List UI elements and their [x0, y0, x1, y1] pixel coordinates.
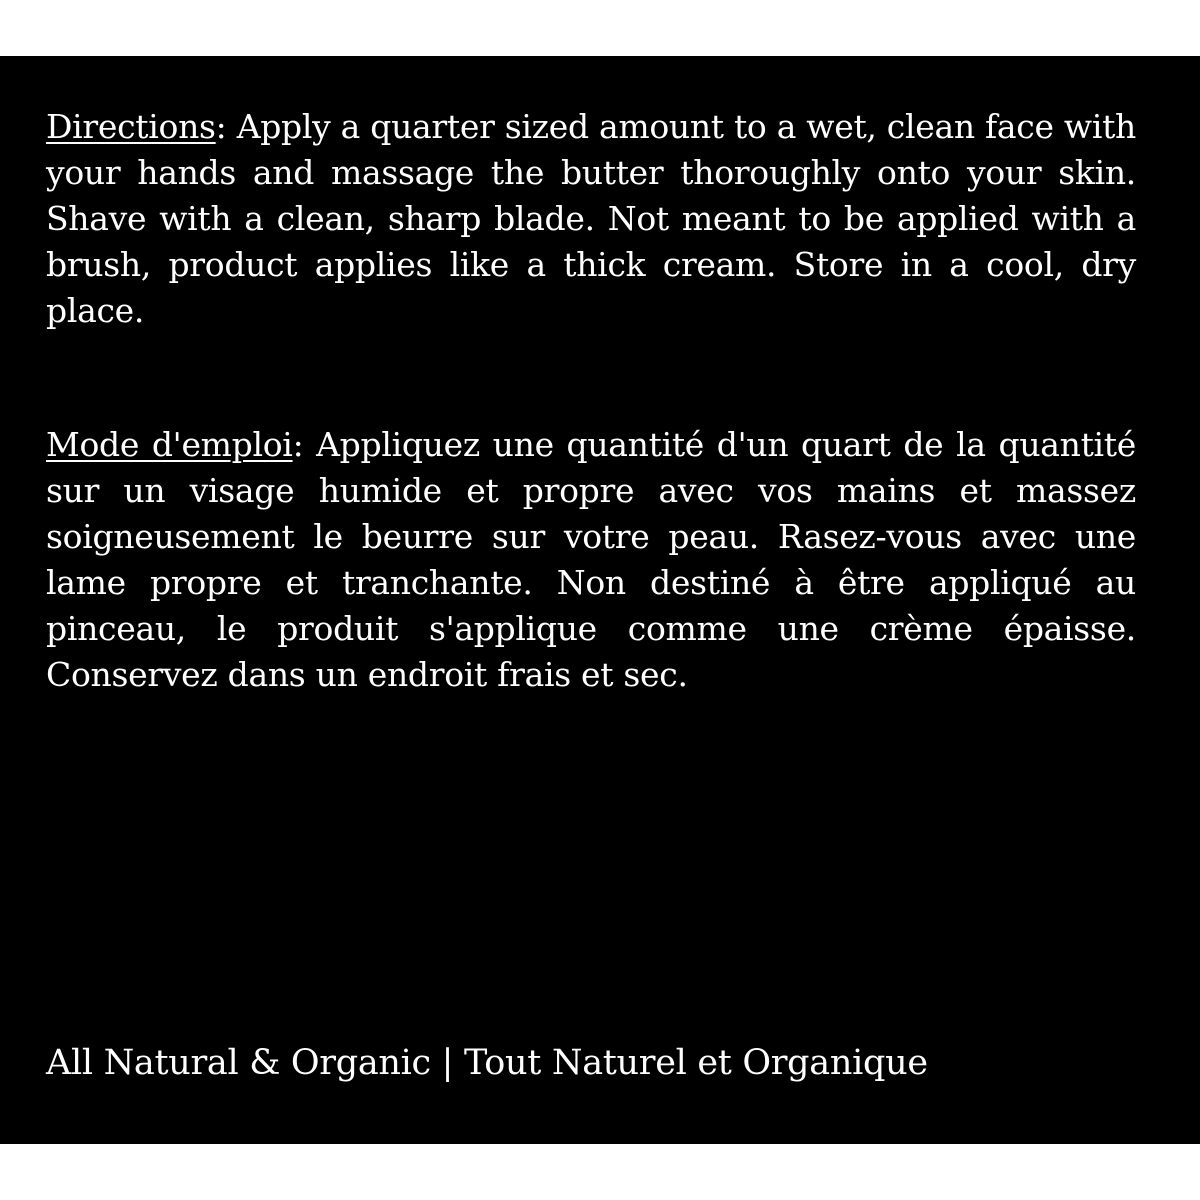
directions-text: Apply a quarter sized amount to a wet, clean face with your hands and massage the butter thoroughly onto your skin. Shave with a clean, sharp blade. Not meant to be applied with a brush, product applies like a thick cream. Store in a cool, dry place.: [46, 107, 1137, 330]
directions-separator: :: [215, 107, 237, 146]
mode-emploi-block: [46, 422, 1136, 698]
mode-emploi-label: Mode d'emploi: [46, 425, 293, 464]
mode-emploi-separator: :: [292, 425, 317, 464]
directions-label: Directions: [46, 107, 216, 146]
directions-block: [46, 104, 1136, 334]
tagline: All Natural & Organic | Tout Naturel et Organique: [46, 1043, 928, 1083]
mode-emploi-text: Appliquez une quantité d'un quart de la quantité sur un visage humide et propre avec vos mains et massez soigneusement le beurre sur votre peau. Rasez-vous avec une lame propre et tranchante. Non destiné à être appliqué au pinceau, le produit s'applique comme une crème épaisse. Conservez dans un endroit frais et sec.: [46, 425, 1137, 694]
label-panel: [0, 56, 1200, 1144]
